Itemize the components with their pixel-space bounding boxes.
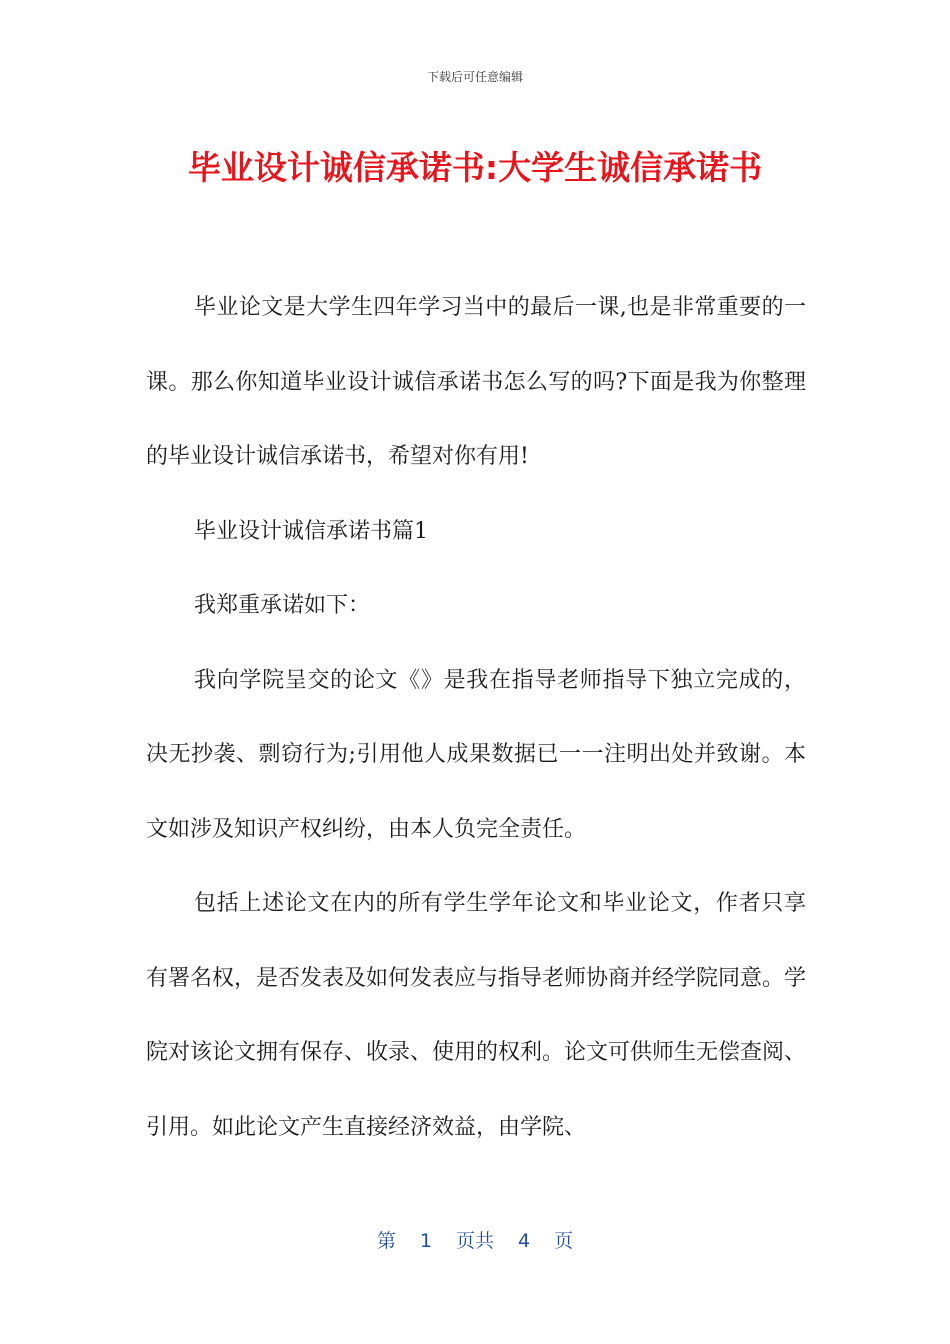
paragraph-pledge-rights: 包括上述论文在内的所有学生学年论文和毕业论文，作者只享有署名权，是否发表及如何发表应与指导老师协商并经学院同意。学院对该论文拥有保存、收录、使用的权利。论文可供师生无偿查阅、引用。如此论文产生直接经济效益，由学院、 [146,891,807,1140]
header-note: 下载后可任意编辑 [426,70,523,84]
footer-suffix: 页 [554,1230,574,1252]
paragraph-intro: 毕业论文是大学生四年学习当中的最后一课,也是非常重要的一课。那么你知道毕业设计诚信承诺书怎么写的吗?下面是我为你整理的毕业设计诚信承诺书，希望对你有用! [146,295,806,469]
page-footer [0,1226,950,1253]
footer-mid: 页共 [455,1230,494,1252]
paragraph-section-heading: 毕业设计诚信承诺书篇1 [194,518,428,544]
document-title: 毕业设计诚信承诺书:大学生诚信承诺书 [187,148,763,187]
footer-current-page: 1 [419,1230,432,1252]
footer-prefix: 第 [376,1230,396,1252]
footer-total-pages: 4 [518,1230,531,1252]
document-body [146,271,806,1165]
paragraph-pledge-lead: 我郑重承诺如下： [194,593,371,618]
paragraph-pledge-originality: 我向学院呈交的论文《》是我在指导老师指导下独立完成的，决无抄袭、剽窃行为;引用他人成果数据已一一注明出处并致谢。本文如涉及知识产权纠纷，由本人负完全责任。 [146,667,806,842]
